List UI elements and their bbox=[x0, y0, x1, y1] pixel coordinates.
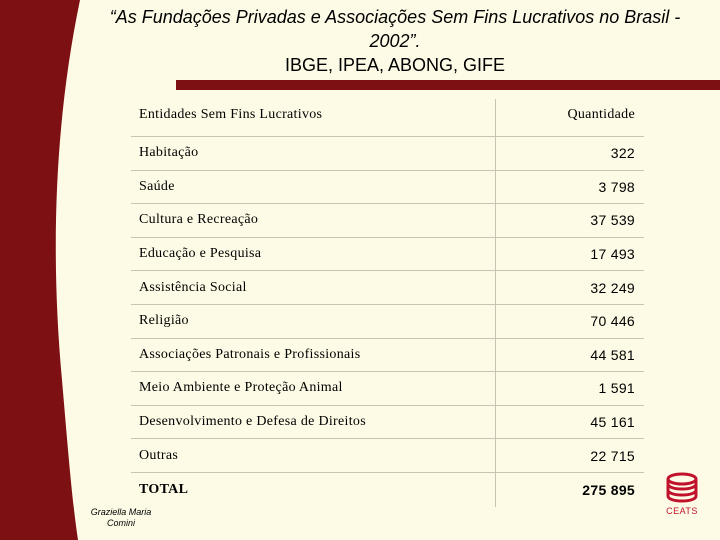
row-name: Desenvolvimento e Defesa de Direitos bbox=[131, 406, 496, 439]
row-name: Assistência Social bbox=[131, 271, 496, 304]
row-name: Outras bbox=[131, 439, 496, 472]
row-qty: 45 161 bbox=[590, 414, 635, 431]
row-name: Habitação bbox=[131, 137, 496, 170]
row-name: Saúde bbox=[131, 171, 496, 204]
header-name: Entidades Sem Fins Lucrativos bbox=[131, 99, 496, 136]
row-qty: 17 493 bbox=[590, 246, 635, 263]
table-row bbox=[131, 406, 644, 440]
table-row bbox=[131, 372, 644, 406]
row-name: Meio Ambiente e Proteção Animal bbox=[131, 372, 496, 405]
table-total-row bbox=[131, 473, 644, 507]
row-qty: 44 581 bbox=[590, 346, 635, 363]
entities-table bbox=[131, 99, 644, 507]
total-label: TOTAL bbox=[131, 473, 496, 507]
row-name: Educação e Pesquisa bbox=[131, 238, 496, 271]
table-row bbox=[131, 339, 644, 373]
table-row bbox=[131, 171, 644, 205]
row-name: Religião bbox=[131, 305, 496, 338]
row-qty: 70 446 bbox=[590, 313, 635, 330]
author-line-2: Comini bbox=[106, 518, 135, 528]
logo-text: CEATS bbox=[666, 506, 698, 516]
row-name: Cultura e Recreação bbox=[131, 204, 496, 237]
row-qty: 1 591 bbox=[598, 380, 635, 397]
table-row bbox=[131, 137, 644, 171]
table-header-row bbox=[131, 99, 644, 137]
row-qty: 322 bbox=[610, 145, 635, 162]
decorative-left-band bbox=[0, 0, 80, 540]
table-row bbox=[131, 238, 644, 272]
row-qty: 22 715 bbox=[590, 447, 635, 464]
header-qty: Quantidade bbox=[567, 107, 635, 122]
title-line-2: 2002”. bbox=[369, 31, 421, 51]
author-credit bbox=[86, 507, 156, 529]
row-qty: 32 249 bbox=[590, 279, 635, 296]
row-qty: 3 798 bbox=[598, 178, 635, 195]
title-sources: IBGE, IPEA, ABONG, GIFE bbox=[284, 55, 506, 75]
table-row bbox=[131, 439, 644, 473]
row-qty: 37 539 bbox=[590, 212, 635, 229]
table-row bbox=[131, 204, 644, 238]
row-name: Associações Patronais e Profissionais bbox=[131, 339, 496, 372]
title-underline-bar bbox=[176, 80, 720, 90]
author-line-1: Graziella Maria bbox=[90, 507, 152, 517]
title-line-1: “As Fundações Privadas e Associações Sem Fins Lucrativos no Brasil - bbox=[109, 7, 681, 27]
table-row bbox=[131, 305, 644, 339]
total-qty: 275 895 bbox=[582, 481, 635, 498]
slide-title bbox=[60, 5, 720, 77]
table-row bbox=[131, 271, 644, 305]
